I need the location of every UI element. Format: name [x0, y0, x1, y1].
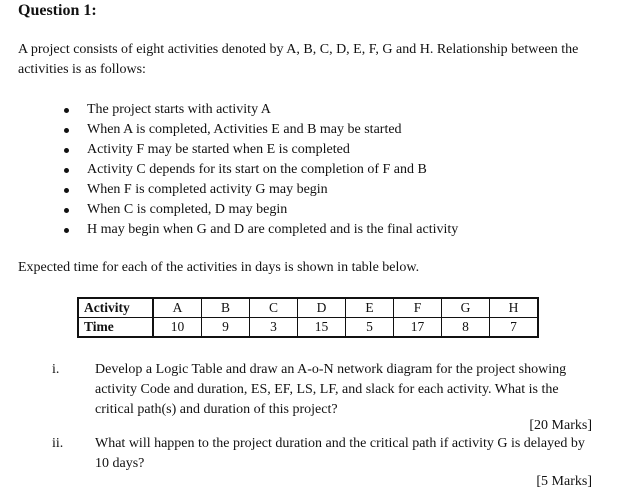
time-cell: 8 [442, 318, 490, 338]
list-item-text: Activity C depends for its start on the completion of F and B [87, 162, 427, 177]
activity-cell: D [298, 298, 346, 318]
list-item [60, 120, 458, 140]
time-cell: 15 [298, 318, 346, 338]
activity-cell: E [346, 298, 394, 318]
activity-time-table [77, 297, 539, 338]
list-item [60, 100, 458, 120]
table-row-time [78, 318, 538, 338]
list-item-text: Activity F may be started when E is completed [87, 142, 350, 157]
time-cell: 7 [490, 318, 539, 338]
list-item-text: When C is completed, D may begin [87, 202, 288, 217]
bullet-icon [64, 228, 69, 233]
list-item-text: When A is completed, Activities E and B may be started [87, 122, 402, 137]
list-item-text: H may begin when G and D are completed and is the final activity [87, 222, 459, 237]
part-text: Develop a Logic Table and draw an A-o-N network diagram for the project showing activity Code and duration, ES, EF, LS, LF, and slack for each activity. What is the critical path(s) and duration of this project? [95, 362, 567, 417]
activity-cell: G [442, 298, 490, 318]
list-item-text: The project starts with activity A [87, 102, 271, 117]
part-number: i. [52, 362, 60, 377]
list-item [60, 200, 458, 220]
time-cell: 10 [153, 318, 202, 338]
table-row-activity [78, 298, 538, 318]
time-cell: 17 [394, 318, 442, 338]
question-title: Question 1: [18, 2, 97, 19]
expected-time-text: Expected time for each of the activities in days is shown in table below. [18, 260, 420, 275]
activity-cell: F [394, 298, 442, 318]
activity-cell: C [250, 298, 298, 318]
bullet-icon [64, 128, 69, 133]
part-number: ii. [52, 436, 64, 451]
activity-cell: A [153, 298, 202, 318]
bullet-icon [64, 148, 69, 153]
time-header-cell: Time [78, 318, 153, 338]
marks-label: [20 Marks] [529, 418, 592, 433]
list-item [60, 180, 458, 200]
relationship-list [60, 100, 458, 240]
bullet-icon [64, 108, 69, 113]
list-item [60, 160, 458, 180]
activity-cell: H [490, 298, 539, 318]
list-item [60, 220, 458, 240]
list-item-text: When F is completed activity G may begin [87, 182, 328, 197]
time-cell: 3 [250, 318, 298, 338]
bullet-icon [64, 208, 69, 213]
activity-cell: B [202, 298, 250, 318]
intro-paragraph: A project consists of eight activities denoted by A, B, C, D, E, F, G and H. Relationship between the activities is as follows: [18, 42, 579, 77]
part-text: What will happen to the project duration and the critical path if activity G is delayed by 10 days? [95, 436, 585, 471]
time-cell: 9 [202, 318, 250, 338]
bullet-icon [64, 168, 69, 173]
bullet-icon [64, 188, 69, 193]
activity-header-cell: Activity [78, 298, 153, 318]
marks-label: [5 Marks] [536, 474, 592, 489]
time-cell: 5 [346, 318, 394, 338]
list-item [60, 140, 458, 160]
